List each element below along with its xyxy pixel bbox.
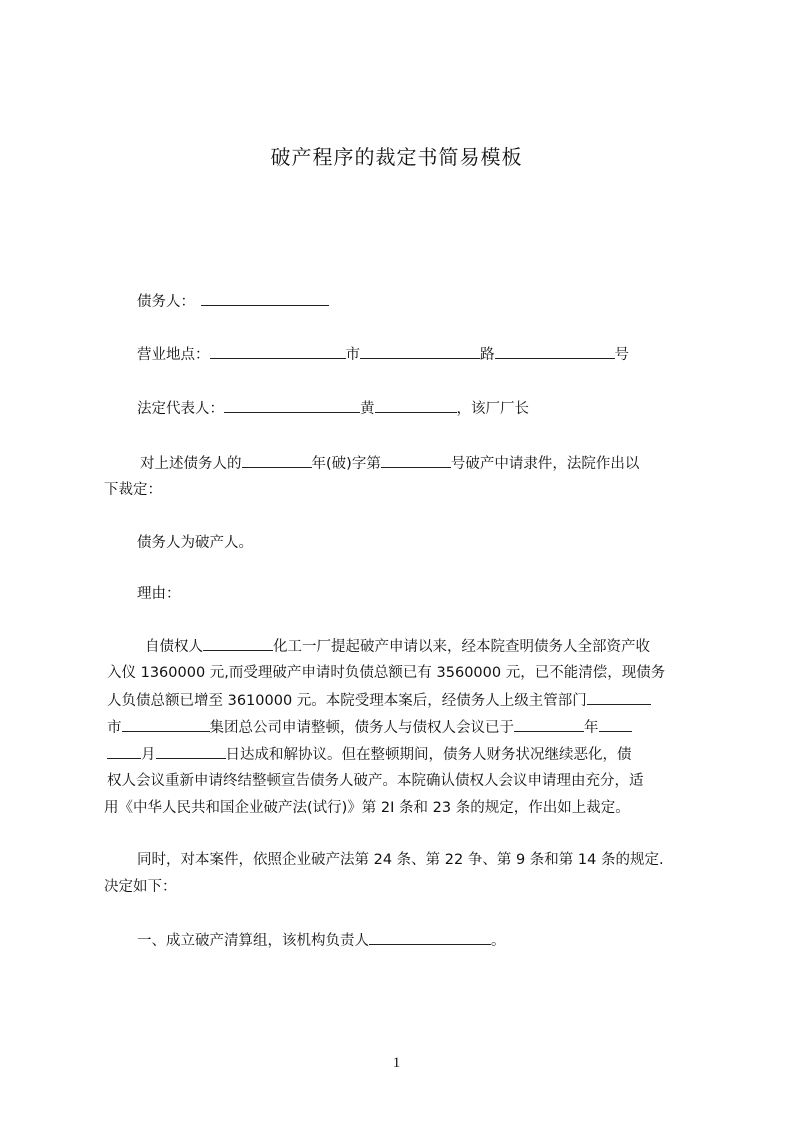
address-road: 路: [480, 347, 495, 363]
reason-text: 化工一厂提起破产申请以来，经本院查明债务人全部资产收: [273, 639, 650, 655]
address-line: [137, 344, 629, 365]
creditor-blank[interactable]: [203, 636, 273, 651]
representative-surname: 黄: [360, 401, 375, 417]
debtor-line: [137, 291, 329, 312]
agreement-year-blank[interactable]: [514, 717, 584, 732]
reason-text: 集团总公司申请整顿，债务人与债权人会议已于: [209, 720, 514, 736]
page-number: 1: [392, 1055, 401, 1071]
reason-label: 理由：: [137, 586, 181, 602]
intro-text-2: 年(破)字第: [311, 456, 381, 472]
intro-line-2: 下裁定：: [104, 482, 162, 498]
reason-text: 自债权人: [145, 639, 203, 655]
reason-line-6: 权人会议重新申请终结整顿宣告债务人破产。本院确认债权人会议申请理由充分，适: [107, 773, 644, 789]
decision-line-1: 同时，对本案件，依照企业破产法第 24 条、第 22 争、第 9 条和第 14 条的规定.: [137, 852, 664, 868]
intro-text-3: 号破产中请隶件，法院作出以: [450, 456, 640, 472]
reason-text: 月: [141, 747, 156, 763]
reason-line-1: [145, 636, 650, 657]
agreement-day-blank[interactable]: [156, 744, 226, 759]
agreement-month-blank-b[interactable]: [107, 744, 141, 759]
liquidation-head-blank[interactable]: [369, 930, 491, 945]
representative-blank-1[interactable]: [224, 398, 360, 413]
reason-line-3: [107, 690, 651, 711]
decision-line-2: 决定如下：: [104, 879, 177, 895]
reason-line-2: 入仪 1360000 元,而受理破产申请时负债总额已有 3560000 元，已不能清偿，现债务: [107, 665, 666, 681]
reason-line-4: [107, 717, 632, 738]
representative-label: 法定代表人：: [137, 401, 224, 417]
agreement-month-blank-a[interactable]: [599, 717, 632, 732]
department-blank[interactable]: [587, 690, 651, 705]
representative-blank-2[interactable]: [375, 398, 457, 413]
reason-text: 年: [584, 720, 599, 736]
address-blank-3[interactable]: [495, 344, 615, 359]
intro-line-1: [140, 453, 639, 474]
address-blank-1[interactable]: [210, 344, 346, 359]
item-1-line: [137, 930, 506, 951]
intro-text-1: 对上述债务人的: [140, 456, 242, 472]
item-1-text: 一、成立破产清算组，该机构负责人: [137, 933, 369, 949]
address-number: 号: [614, 347, 629, 363]
reason-text: 日达成和解协议。但在整顿期间，债务人财务状况继续恶化，债: [225, 747, 632, 763]
address-city: 市: [345, 347, 360, 363]
reason-text: 人负债总额已增至 3610000 元。本院受理本案后，经债务人上级主管部门: [107, 693, 587, 709]
item-1-end: 。: [491, 933, 506, 949]
representative-suffix: ，该厂厂长: [456, 401, 529, 417]
debtor-blank[interactable]: [201, 291, 329, 306]
reason-line-5: [107, 744, 632, 765]
reason-text: 市: [107, 720, 122, 736]
year-blank[interactable]: [242, 453, 312, 468]
case-number-blank[interactable]: [381, 453, 451, 468]
address-blank-2[interactable]: [360, 344, 480, 359]
reason-line-7: 用《中华人民共和国企业破产法(试行)》第 2I 条和 23 条的规定，作出如上裁定。: [104, 800, 630, 816]
address-label: 营业地点：: [137, 347, 210, 363]
debtor-label: 债务人：: [137, 294, 195, 310]
ruling-text: 债务人为破产人。: [137, 535, 253, 551]
representative-line: [137, 398, 529, 419]
document-title: 破产程序的裁定书简易模板: [270, 145, 523, 169]
city-blank[interactable]: [122, 717, 210, 732]
